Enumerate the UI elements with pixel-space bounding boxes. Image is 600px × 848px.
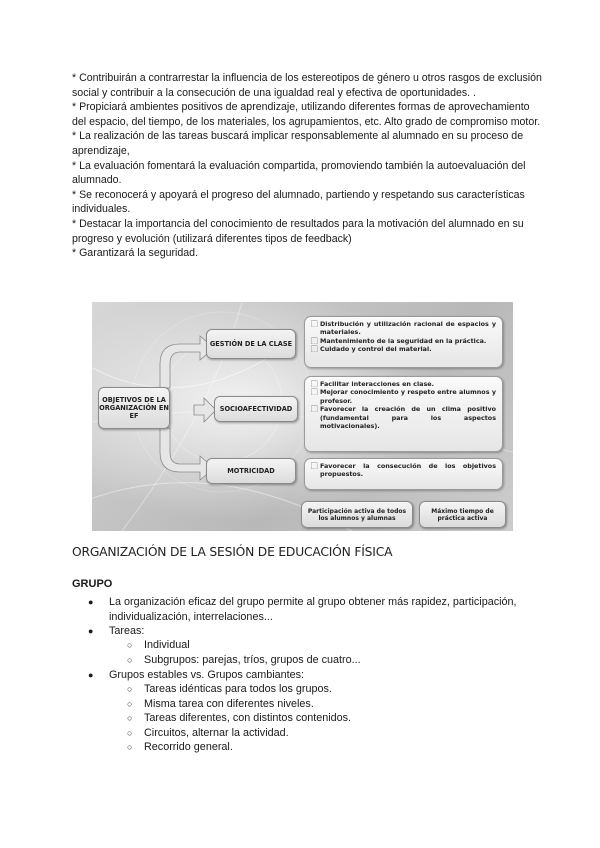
footer-box-participation: Participación activa de todos los alumnos y alumnas: [301, 501, 413, 528]
organization-diagram: [92, 302, 513, 531]
checkbox-icon: ⃞: [311, 462, 318, 470]
list-item: ⃞ Cuidado y control del material.: [311, 345, 432, 354]
list-box-gestion: [304, 316, 503, 368]
circle-bullet-icon: ○: [127, 699, 133, 709]
checkbox-icon: ⃞: [311, 336, 318, 345]
paragraph: * La evaluación fomentará la evaluación compartida, promoviendo también la autoevaluación del alumnado.: [72, 159, 526, 187]
checkbox-icon: ⃞: [311, 405, 318, 414]
section-heading: ORGANIZACIÓN DE LA SESIÓN DE EDUCACIÓN FÍSICA: [72, 545, 393, 559]
circle-bullet-icon: ○: [127, 640, 133, 650]
list-item: ● Grupos estables vs. Grupos cambiantes:: [88, 669, 305, 681]
list-item: ● La organización eficaz del grupo permite al grupo obtener más rapidez, participación, individualización, interrelaciones...: [88, 596, 517, 623]
bullet-icon: ●: [88, 597, 94, 607]
document-page: * Contribuirán a contrarrestar la influencia de los estereotipos de género u otros rasgos de exclusión social y contribuir a la consecución de una igualdad real y efectiva de oportunidades. . * Propiciará ambientes positivos de aprendizaje, utilizando diferentes formas de aprovechamiento del espacio, del tiempo, de los materiales, los agrupamientos, etc. Alto grado de compromiso motor. * La realización de las tareas buscará implicar responsablemente al alumnado en su proceso de aprendizaje, * La evaluación fomentará la evaluación compartida, promoviendo también la autoevaluación del alumnado. * Se reconocerá y apoyará el progreso del alumnado, partiendo y respetando sus características individuales. * Destacar la importancia del conocimiento de resultados para la motivación del alumnado en su progreso y evolución (utilizará diferentes tipos de feedback) * Garantizará la seguridad. OBJETIVOS DE LA ORGANIZACIÓN EN EF GESTIÓN DE LA CLASE SOCIOAFECTIVIDAD MOTRICIDAD ⃞ Distribución y utilización racional de espacios y materiales. ⃞ Mantenimiento de la seguridad en la práctica. ⃞ Cuidado y control del material. ⃞ Facilitar interacciones en clase. ⃞ Mejorar conocimiento y respeto entre alumnos y profesor. ⃞ Favorecer la creación de un clima positivo (fundamental para los aspectos motivacionales). ⃞ Favorecer la consecución de los objetivos propuestos. Participación activa de todos los alumnos y alumnas Máximo tiempo de práctica activa ORGANIZACIÓN DE LA SESIÓN DE EDUCACIÓN FÍSICA GRUPO ● La organización eficaz del grupo permite al grupo obtener más rapidez, participación, individualización, interrelaciones... ● Tareas: ○ Individual ○ Subgrupos: parejas, tríos, grupos de cuatro... ● Grupos estables vs. Grupos cambiantes: ○ Tareas idénticas para todos los grupos. ○ Misma tarea con diferentes niveles. ○ Tareas diferentes, con distintos contenidos. ○ Circuitos, alternar la actividad. ○ Recorrido general.: [72, 72, 542, 753]
circle-bullet-icon: ○: [127, 728, 133, 738]
branch-label: MOTRICIDAD: [227, 467, 275, 475]
branch-box-gestion: [206, 329, 296, 359]
list-box-motricidad: [304, 458, 503, 490]
checkbox-icon: ⃞: [311, 320, 318, 328]
paragraph: * Se reconocerá y apoyará el progreso del alumnado, partiendo y respetando sus características individuales.: [72, 188, 525, 216]
bullet-paragraphs: [72, 71, 542, 261]
branch-label: SOCIOAFECTIVIDAD: [219, 405, 293, 413]
bullet-icon: ●: [88, 670, 94, 680]
checkbox-icon: ⃞: [311, 345, 318, 354]
main-objectives-label: OBJETIVOS DE LA ORGANIZACIÓN EN EF: [99, 396, 169, 420]
paragraph: * Contribuirán a contrarrestar la influencia de los estereotipos de género u otros rasgos de exclusión social y contribuir a la consecución de una igualdad real y efectiva de oportunidades. .: [72, 72, 542, 99]
paragraph: * Destacar la importancia del conocimiento de resultados para la motivación del alumnado en su progreso y evolución (utilizará diferentes tipos de feedback): [72, 217, 524, 245]
bullet-icon: ●: [88, 626, 94, 636]
list-box-socioafectividad: [304, 376, 503, 452]
list-item: ⃞ Favorecer la creación de un clima positivo (fundamental para los aspectos motivacionales).: [311, 405, 496, 431]
list-item: ● Tareas:: [88, 625, 145, 637]
list-item: ⃞ Mejorar conocimiento y respeto entre alumnos y profesor.: [311, 388, 496, 405]
list-item: ⃞ Distribución y utilización racional de espacios y materiales.: [311, 320, 496, 337]
checkbox-icon: ⃞: [311, 388, 318, 397]
paragraph: * Propiciará ambientes positivos de aprendizaje, utilizando diferentes formas de aprovechamiento del espacio, del tiempo, de los materiales, los agrupamientos, etc. Alto grado de compromiso motor.: [72, 101, 541, 128]
circle-bullet-icon: ○: [127, 713, 133, 723]
group-heading: GRUPO: [72, 578, 113, 590]
branch-box-socioafectividad: [214, 396, 298, 422]
circle-bullet-icon: ○: [127, 684, 133, 694]
footer-box-practice-time: Máximo tiempo de práctica activa: [419, 501, 506, 528]
circle-bullet-icon: ○: [127, 655, 133, 665]
main-objectives-box: [98, 387, 170, 429]
branch-box-motricidad: [206, 458, 296, 484]
list-item: ⃞ Facilitar interacciones en clase.: [311, 380, 435, 388]
checkbox-icon: ⃞: [311, 380, 318, 388]
branch-label: GESTIÓN DE LA CLASE: [209, 340, 293, 348]
circle-bullet-icon: ○: [127, 742, 133, 752]
list-item: ⃞ Favorecer la consecución de los objetivos propuestos.: [311, 462, 496, 479]
list-item: ⃞ Mantenimiento de la seguridad en la práctica.: [311, 336, 487, 345]
paragraph: * La realización de las tareas buscará implicar responsablemente al alumnado en su proceso de aprendizaje,: [72, 130, 524, 157]
paragraph: * Garantizará la seguridad.: [72, 247, 199, 260]
